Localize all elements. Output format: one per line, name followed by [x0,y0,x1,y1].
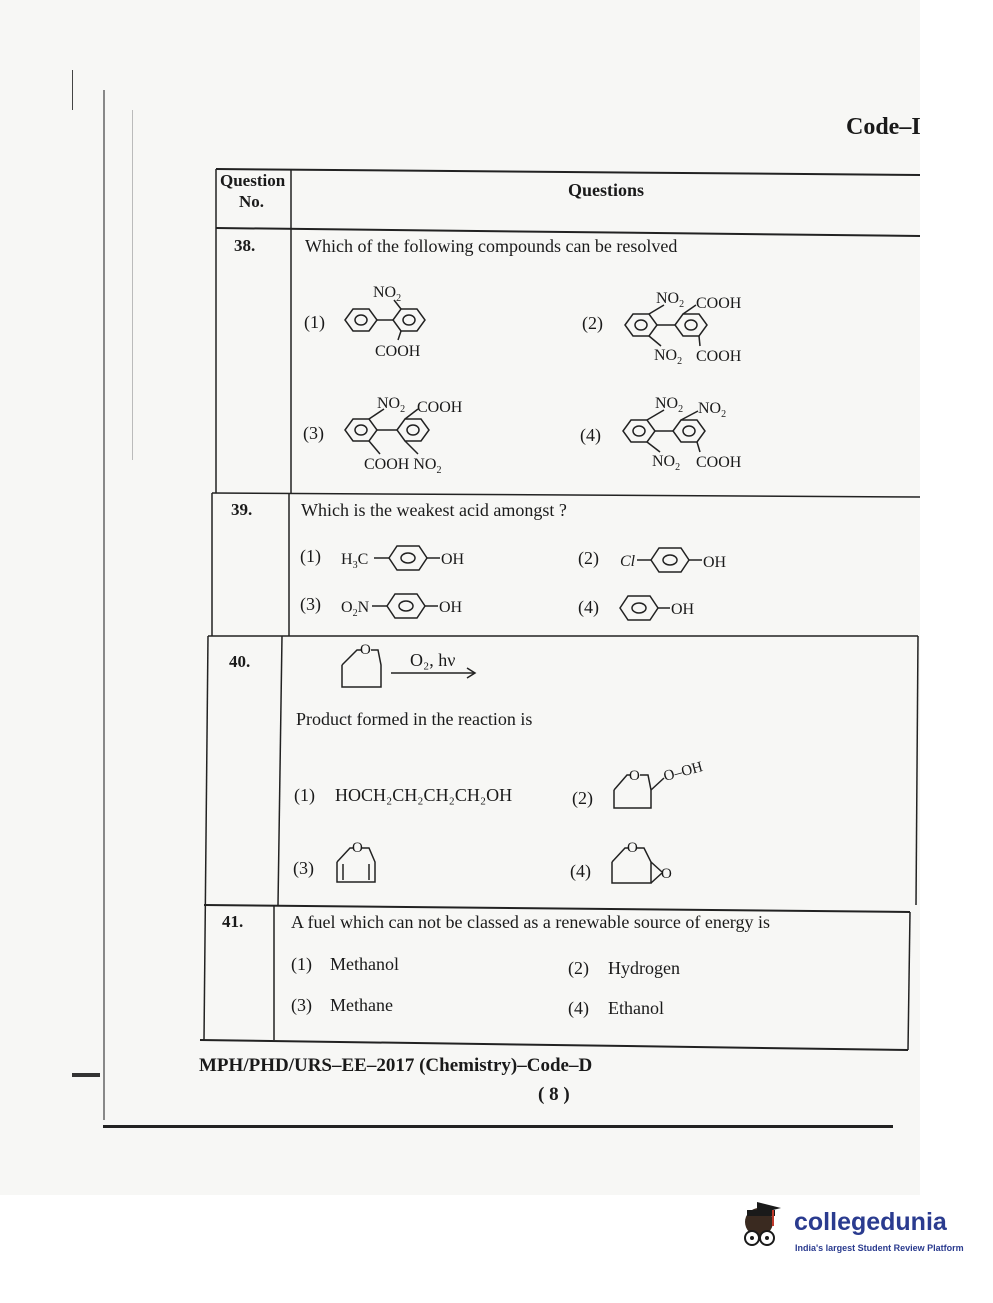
reaction-reagent: O₂, hν [410,650,456,670]
option-answer: Methane [330,995,393,1015]
svg-text:COOH: COOH [696,454,742,471]
svg-text:NO2: $NO_2$ [655,395,684,415]
svg-text:O: O [352,840,363,856]
option-label: (2) [578,548,599,568]
svg-text:O: O [627,840,638,856]
svg-text:NO2: $NO_2$ [373,284,402,304]
svg-text:O–OH: O–OH [661,759,705,785]
question-text: Which of the following compounds can be resolved [305,236,678,256]
mascot-icon [745,1202,781,1245]
svg-text:NO2: $NO_2$ [654,347,683,367]
reaction-arrow [391,668,475,678]
option-label: (3) [291,995,312,1015]
option-label: (2) [582,313,603,333]
svg-text:O: O [661,866,672,882]
question-number: 38. [234,236,256,255]
column-header-question-no-2: No. [239,192,265,211]
svg-text:O2N: $O_2N$ [341,599,370,619]
svg-text:COOH: COOH [696,295,742,312]
logo-tagline: India's largest Student Review Platform [795,1243,964,1253]
svg-text:COOH: COOH [417,399,463,416]
option-answer: Ethanol [608,998,664,1018]
option-label: (2) [572,788,593,808]
svg-text:OH: OH [441,551,465,568]
svg-text:OH: OH [703,554,727,571]
svg-text:NO2: $NO_2$ [656,290,685,310]
svg-text:NO2: $NO_2$ [698,400,727,420]
question-number: 39. [231,500,253,519]
question-text: A fuel which can not be classed as a renewable source of energy is [291,912,770,932]
option-label: (1) [304,312,325,332]
option-label: (1) [294,785,315,805]
option-label: (3) [300,594,321,614]
option-label: (4) [580,425,601,445]
option-answer: Methanol [330,954,399,974]
logo-name: collegedunia [794,1208,947,1236]
question-text: Product formed in the reaction is [296,709,533,729]
svg-text:O: O [629,768,640,784]
svg-text:Cl: Cl [620,553,636,570]
option-label: (2) [568,958,589,978]
question-text: Which is the weakest acid amongst ? [301,500,567,520]
exam-footer: MPH/PHD/URS–EE–2017 (Chemistry)–Code–D [199,1055,593,1076]
column-header-questions: Questions [568,180,645,200]
option-label: (1) [300,546,321,566]
question-number: 41. [222,912,244,931]
svg-text:NO2: $NO_2$ [377,395,406,415]
option-label: (4) [568,998,589,1018]
svg-text:COOH NO2: COOH $NO_2$ [364,456,442,476]
svg-text:OH: OH [671,601,695,618]
svg-text:H3C: $H_3C$ [341,551,369,571]
option-answer: HOCH₂CH₂CH₂CH₂OH [335,785,513,805]
page-number: ( 8 ) [538,1084,570,1105]
svg-text:OH: OH [439,599,463,616]
option-label: (1) [291,954,312,974]
option-label: (3) [293,858,314,878]
column-header-question-no: Question [220,171,286,190]
option-label: (4) [570,861,591,881]
svg-text:O: O [360,642,371,658]
svg-text:NO2: $NO_2$ [652,453,681,473]
option-answer: Hydrogen [608,958,680,978]
option-label: (4) [578,597,599,617]
code-header: Code–I [846,114,921,140]
question-number: 40. [229,652,251,671]
option-label: (3) [303,423,324,443]
svg-text:COOH: COOH [696,348,742,365]
svg-text:COOH: COOH [375,343,421,360]
